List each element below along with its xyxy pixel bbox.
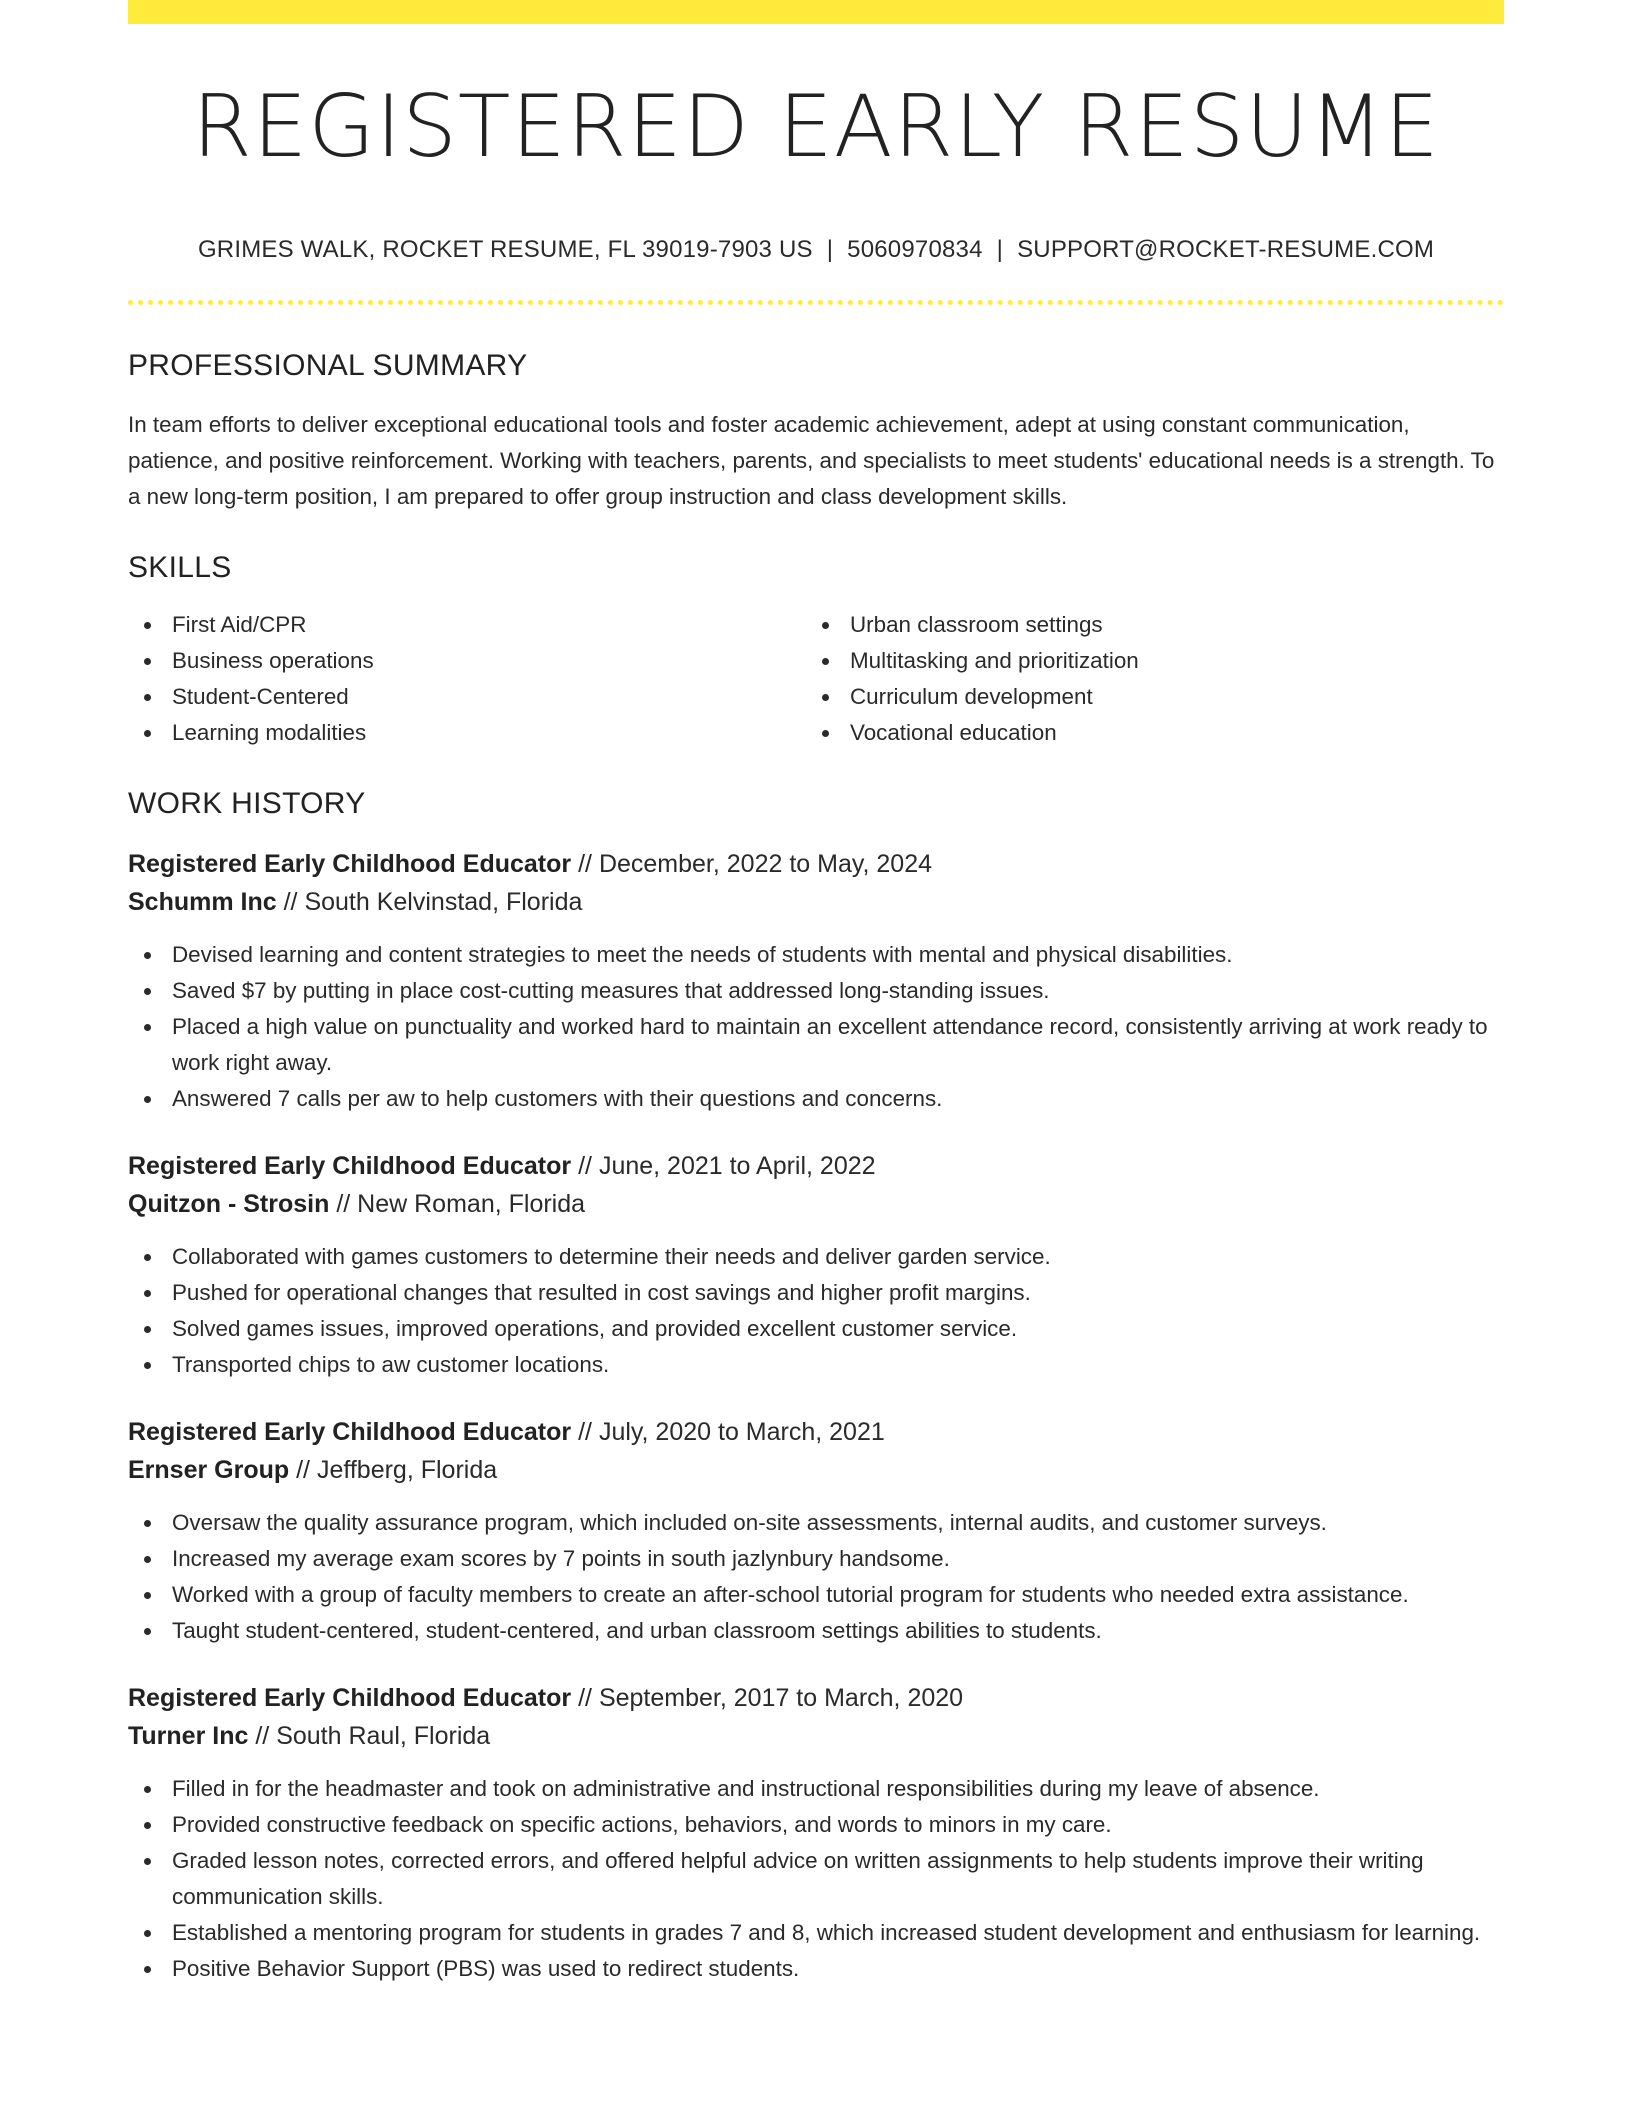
job-entry [128, 1679, 1504, 1987]
job-title: Registered Early Childhood Educator [128, 850, 572, 878]
skills-column-left [128, 607, 806, 751]
job-delimiter: // [571, 850, 599, 878]
contact-email: SUPPORT@ROCKET-RESUME.COM [1017, 236, 1435, 263]
job-bullets [128, 1505, 1504, 1649]
job-bullet: Worked with a group of faculty members to create an after-school tutorial program for students who needed extra assistance. [128, 1577, 1504, 1613]
job-bullet: Answered 7 calls per aw to help customers with their questions and concerns. [128, 1081, 1504, 1117]
job-dates: December, 2022 to May, 2024 [598, 850, 933, 878]
summary-text: In team efforts to deliver exceptional educational tools and foster academic achievement, adept at using constant communication, patience, and positive reinforcement. Working with teachers, parents, and specialists to meet students' educational needs is a strength. To a new long-term position, I am prepared to offer group instruction and class development skills. [128, 412, 1495, 509]
job-title: Registered Early Childhood Educator [128, 1152, 572, 1180]
section-title-summary: PROFESSIONAL SUMMARY [128, 349, 528, 382]
job-company-line [128, 1717, 1504, 1755]
job-entry [128, 845, 1504, 1117]
job-title: Registered Early Childhood Educator [128, 1684, 572, 1712]
job-title-line [128, 1413, 1504, 1451]
job-dates: September, 2017 to March, 2020 [598, 1684, 964, 1712]
job-delimiter: // [329, 1190, 358, 1218]
job-bullet: Solved games issues, improved operations, and provided excellent customer service. [128, 1311, 1504, 1347]
job-bullet: Collaborated with games customers to determine their needs and deliver garden service. [128, 1239, 1504, 1275]
job-bullets [128, 1239, 1504, 1383]
job-bullet: Established a mentoring program for students in grades 7 and 8, which increased student development and enthusiasm for learning. [128, 1915, 1504, 1951]
job-company: Schumm Inc [128, 888, 277, 916]
resume-page [128, 0, 1504, 1987]
job-delimiter: // [289, 1456, 317, 1484]
resume-name: REGISTERED EARLY RESUME [192, 77, 1440, 177]
job-bullet: Provided constructive feedback on specific actions, behaviors, and words to minors in my care. [128, 1807, 1504, 1843]
job-title-line [128, 1147, 1504, 1185]
job-company: Turner Inc [128, 1722, 249, 1750]
job-delimiter: // [571, 1684, 599, 1712]
job-bullet: Saved $7 by putting in place cost-cutting measures that addressed long-standing issues. [128, 973, 1504, 1009]
job-delimiter: // [248, 1722, 277, 1750]
skill-item: Urban classroom settings [806, 607, 1484, 643]
skills-list [128, 607, 1504, 751]
job-delimiter: // [276, 888, 305, 916]
job-company: Quitzon - Strosin [128, 1190, 330, 1218]
job-bullets [128, 937, 1504, 1117]
job-bullet: Pushed for operational changes that resulted in cost savings and higher profit margins. [128, 1275, 1504, 1311]
section-title-skills: SKILLS [128, 551, 232, 584]
job-bullets [128, 1771, 1504, 1987]
contact-separator: | [996, 236, 1004, 263]
job-bullet: Placed a high value on punctuality and worked hard to maintain an excellent attendance record, consistently arriving at work ready to work right away. [128, 1009, 1504, 1081]
job-delimiter: // [571, 1152, 599, 1180]
job-company-line [128, 1185, 1504, 1223]
contact-line [128, 236, 1504, 264]
job-company-line [128, 883, 1504, 921]
accent-top-bar [128, 0, 1504, 24]
job-bullet: Devised learning and content strategies to meet the needs of students with mental and physical disabilities. [128, 937, 1504, 973]
job-delimiter: // [571, 1418, 599, 1446]
skill-item: Vocational education [806, 715, 1484, 751]
skills-column-right [806, 607, 1484, 751]
job-bullet: Increased my average exam scores by 7 points in south jazlynbury handsome. [128, 1541, 1504, 1577]
job-title-line [128, 1679, 1504, 1717]
job-location: New Roman, Florida [357, 1190, 586, 1218]
job-bullet: Positive Behavior Support (PBS) was used to redirect students. [128, 1951, 1504, 1987]
job-dates: June, 2021 to April, 2022 [598, 1152, 876, 1180]
skill-item: Learning modalities [128, 715, 806, 751]
dotted-divider [128, 300, 1504, 305]
job-bullet: Taught student-centered, student-centered, and urban classroom settings abilities to students. [128, 1613, 1504, 1649]
job-title-line [128, 845, 1504, 883]
skill-item: Business operations [128, 643, 806, 679]
skill-item: Multitasking and prioritization [806, 643, 1484, 679]
job-bullet: Oversaw the quality assurance program, which included on-site assessments, internal audits, and customer surveys. [128, 1505, 1504, 1541]
job-entry [128, 1413, 1504, 1649]
job-location: South Raul, Florida [276, 1722, 491, 1750]
job-dates: July, 2020 to March, 2021 [598, 1418, 885, 1446]
skill-item: Student-Centered [128, 679, 806, 715]
job-bullet: Graded lesson notes, corrected errors, and offered helpful advice on written assignments to help students improve their writing communication skills. [128, 1843, 1504, 1915]
job-company: Ernser Group [128, 1456, 290, 1484]
job-location: South Kelvinstad, Florida [304, 888, 583, 916]
job-bullet: Transported chips to aw customer locations. [128, 1347, 1504, 1383]
contact-address: GRIMES WALK, ROCKET RESUME, FL 39019-7903 US [197, 236, 813, 263]
skill-item: Curriculum development [806, 679, 1484, 715]
contact-phone: 5060970834 [847, 236, 983, 263]
job-bullet: Filled in for the headmaster and took on administrative and instructional responsibilities during my leave of absence. [128, 1771, 1504, 1807]
job-location: Jeffberg, Florida [316, 1456, 498, 1484]
job-title: Registered Early Childhood Educator [128, 1418, 572, 1446]
contact-separator: | [826, 236, 834, 263]
job-company-line [128, 1451, 1504, 1489]
job-entry [128, 1147, 1504, 1383]
skill-item: First Aid/CPR [128, 607, 806, 643]
section-title-work-history: WORK HISTORY [128, 787, 366, 820]
